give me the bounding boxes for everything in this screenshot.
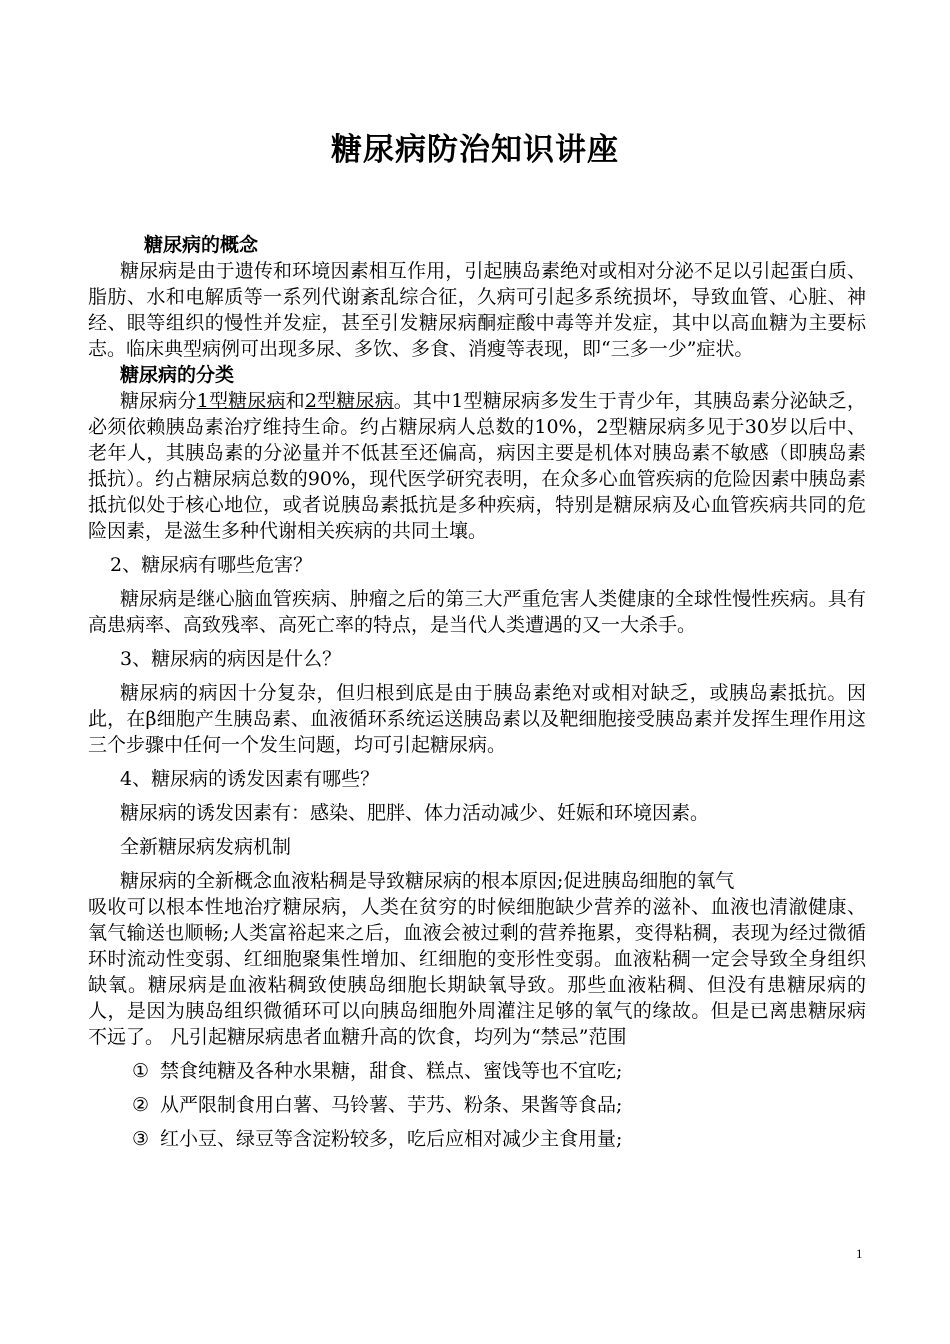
paragraph-cause: 糖尿病的病因十分复杂，但归根到底是由于胰岛素绝对或相对缺乏，或胰岛素抵抗。因此，在β细胞产生胰岛素、血液循环系统运送胰岛素以及靶细胞接受胰岛素并发挥生理作用这三个步骤中任何一个发生问题，均可引起糖尿病。 (88, 682, 866, 756)
classification-and: 和 (285, 390, 305, 412)
list-number: ① (132, 1060, 150, 1082)
section-heading-mechanism: 全新糖尿病发病机制 (120, 836, 292, 858)
type1-diabetes-link[interactable]: 1型糖尿病 (196, 390, 286, 412)
list-text: 从严限制食用白薯、马铃薯、芋艿、粉条、果酱等食品; (160, 1094, 623, 1116)
diet-list-item (88, 1092, 866, 1118)
page-title: 糖尿病防治知识讲座 (331, 132, 619, 168)
page-number: 1 (856, 1246, 863, 1261)
question-heading-harm: 2、糖尿病有哪些危害？ (110, 554, 313, 576)
paragraph-harm: 糖尿病是继心脑血管疾病、肿瘤之后的第三大严重危害人类健康的全球性慢性疾病。具有高患病率、高致残率、高死亡率的特点，是当代人类遭遇的又一大杀手。 (88, 588, 866, 636)
paragraph-concept: 糖尿病是由于遗传和环境因素相互作用，引起胰岛素绝对或相对分泌不足以引起蛋白质、脂肪、水和电解质等一系列代谢紊乱综合征，久病可引起多系统损坏，导致血管、心脏、神经、眼等组织的慢性并发症，甚至引发糖尿病酮症酸中毒等并发症，其中以高血糖为主要标志。临床典型病例可出现多尿、多饮、多食、消瘦等表现，即“三多一少”症状。 (88, 260, 866, 360)
paragraph-mechanism: 吸收可以根本性地治疗糖尿病，人类在贫穷的时候细胞缺少营养的滋补、血液也清澈健康、氧气输送也顺畅;人类富裕起来之后，血液会被过剩的营养拖累，变得粘稠，表现为经过微循环时流动性变弱、红细胞聚集性增加、红细胞的变形性变弱。血液粘稠一定会导致全身组织缺氧。糖尿病是血液粘稠致使胰岛细胞长期缺氧导致。那些血液粘稠、但没有患糖尿病的人，是因为胰岛组织微循环可以向胰岛细胞外周灌注足够的氧气的缘故。但是已离患糖尿病不远了。 凡引起糖尿病患者血糖升高的饮食，均列为“禁忌”范围 (88, 896, 866, 1048)
classification-prefix: 糖尿病分 (120, 390, 197, 412)
section-heading-concept: 糖尿病的概念 (144, 234, 259, 256)
paragraph-triggers: 糖尿病的诱发因素有：感染、肥胖、体力活动减少、妊娠和环境因素。 (120, 802, 710, 824)
list-text: 禁食纯糖及各种水果糖，甜食、糕点、蜜饯等也不宜吃; (160, 1060, 623, 1082)
question-heading-triggers: 4、糖尿病的诱发因素有哪些？ (120, 768, 380, 790)
type2-diabetes-link[interactable]: 2型糖尿病 (304, 390, 394, 412)
paragraph-mechanism-line1: 糖尿病的全新概念血液粘稠是导致糖尿病的根本原因;促进胰岛细胞的氧气 (120, 870, 735, 892)
diet-list-item (88, 1058, 866, 1084)
section-heading-classification: 糖尿病的分类 (120, 364, 235, 386)
list-number: ③ (132, 1128, 150, 1150)
document-body (88, 232, 866, 1152)
diet-list-item (88, 1126, 866, 1152)
classification-rest: 。其中1型糖尿病多发生于青少年，其胰岛素分泌缺乏，必须依赖胰岛素治疗维持生命。约占糖尿病人总数的10%，2型糖尿病多见于30岁以后中、老年人，其胰岛素的分泌量并不低甚至还偏高，病因主要是机体对胰岛素不敏感（即胰岛素抵抗）。约占糖尿病总数的90%，现代医学研究表明，在众多心血管疾病的危险因素中胰岛素抵抗似处于核心地位，或者说胰岛素抵抗是多种疾病，特别是糖尿病及心血管疾病共同的危险因素，是滋生多种代谢相关疾病的共同土壤。 (88, 390, 866, 542)
paragraph-classification (88, 388, 866, 544)
list-text: 红小豆、绿豆等含淀粉较多，吃后应相对减少主食用量; (160, 1128, 623, 1150)
question-heading-cause: 3、糖尿病的病因是什么？ (120, 648, 342, 670)
list-number: ② (132, 1094, 150, 1116)
